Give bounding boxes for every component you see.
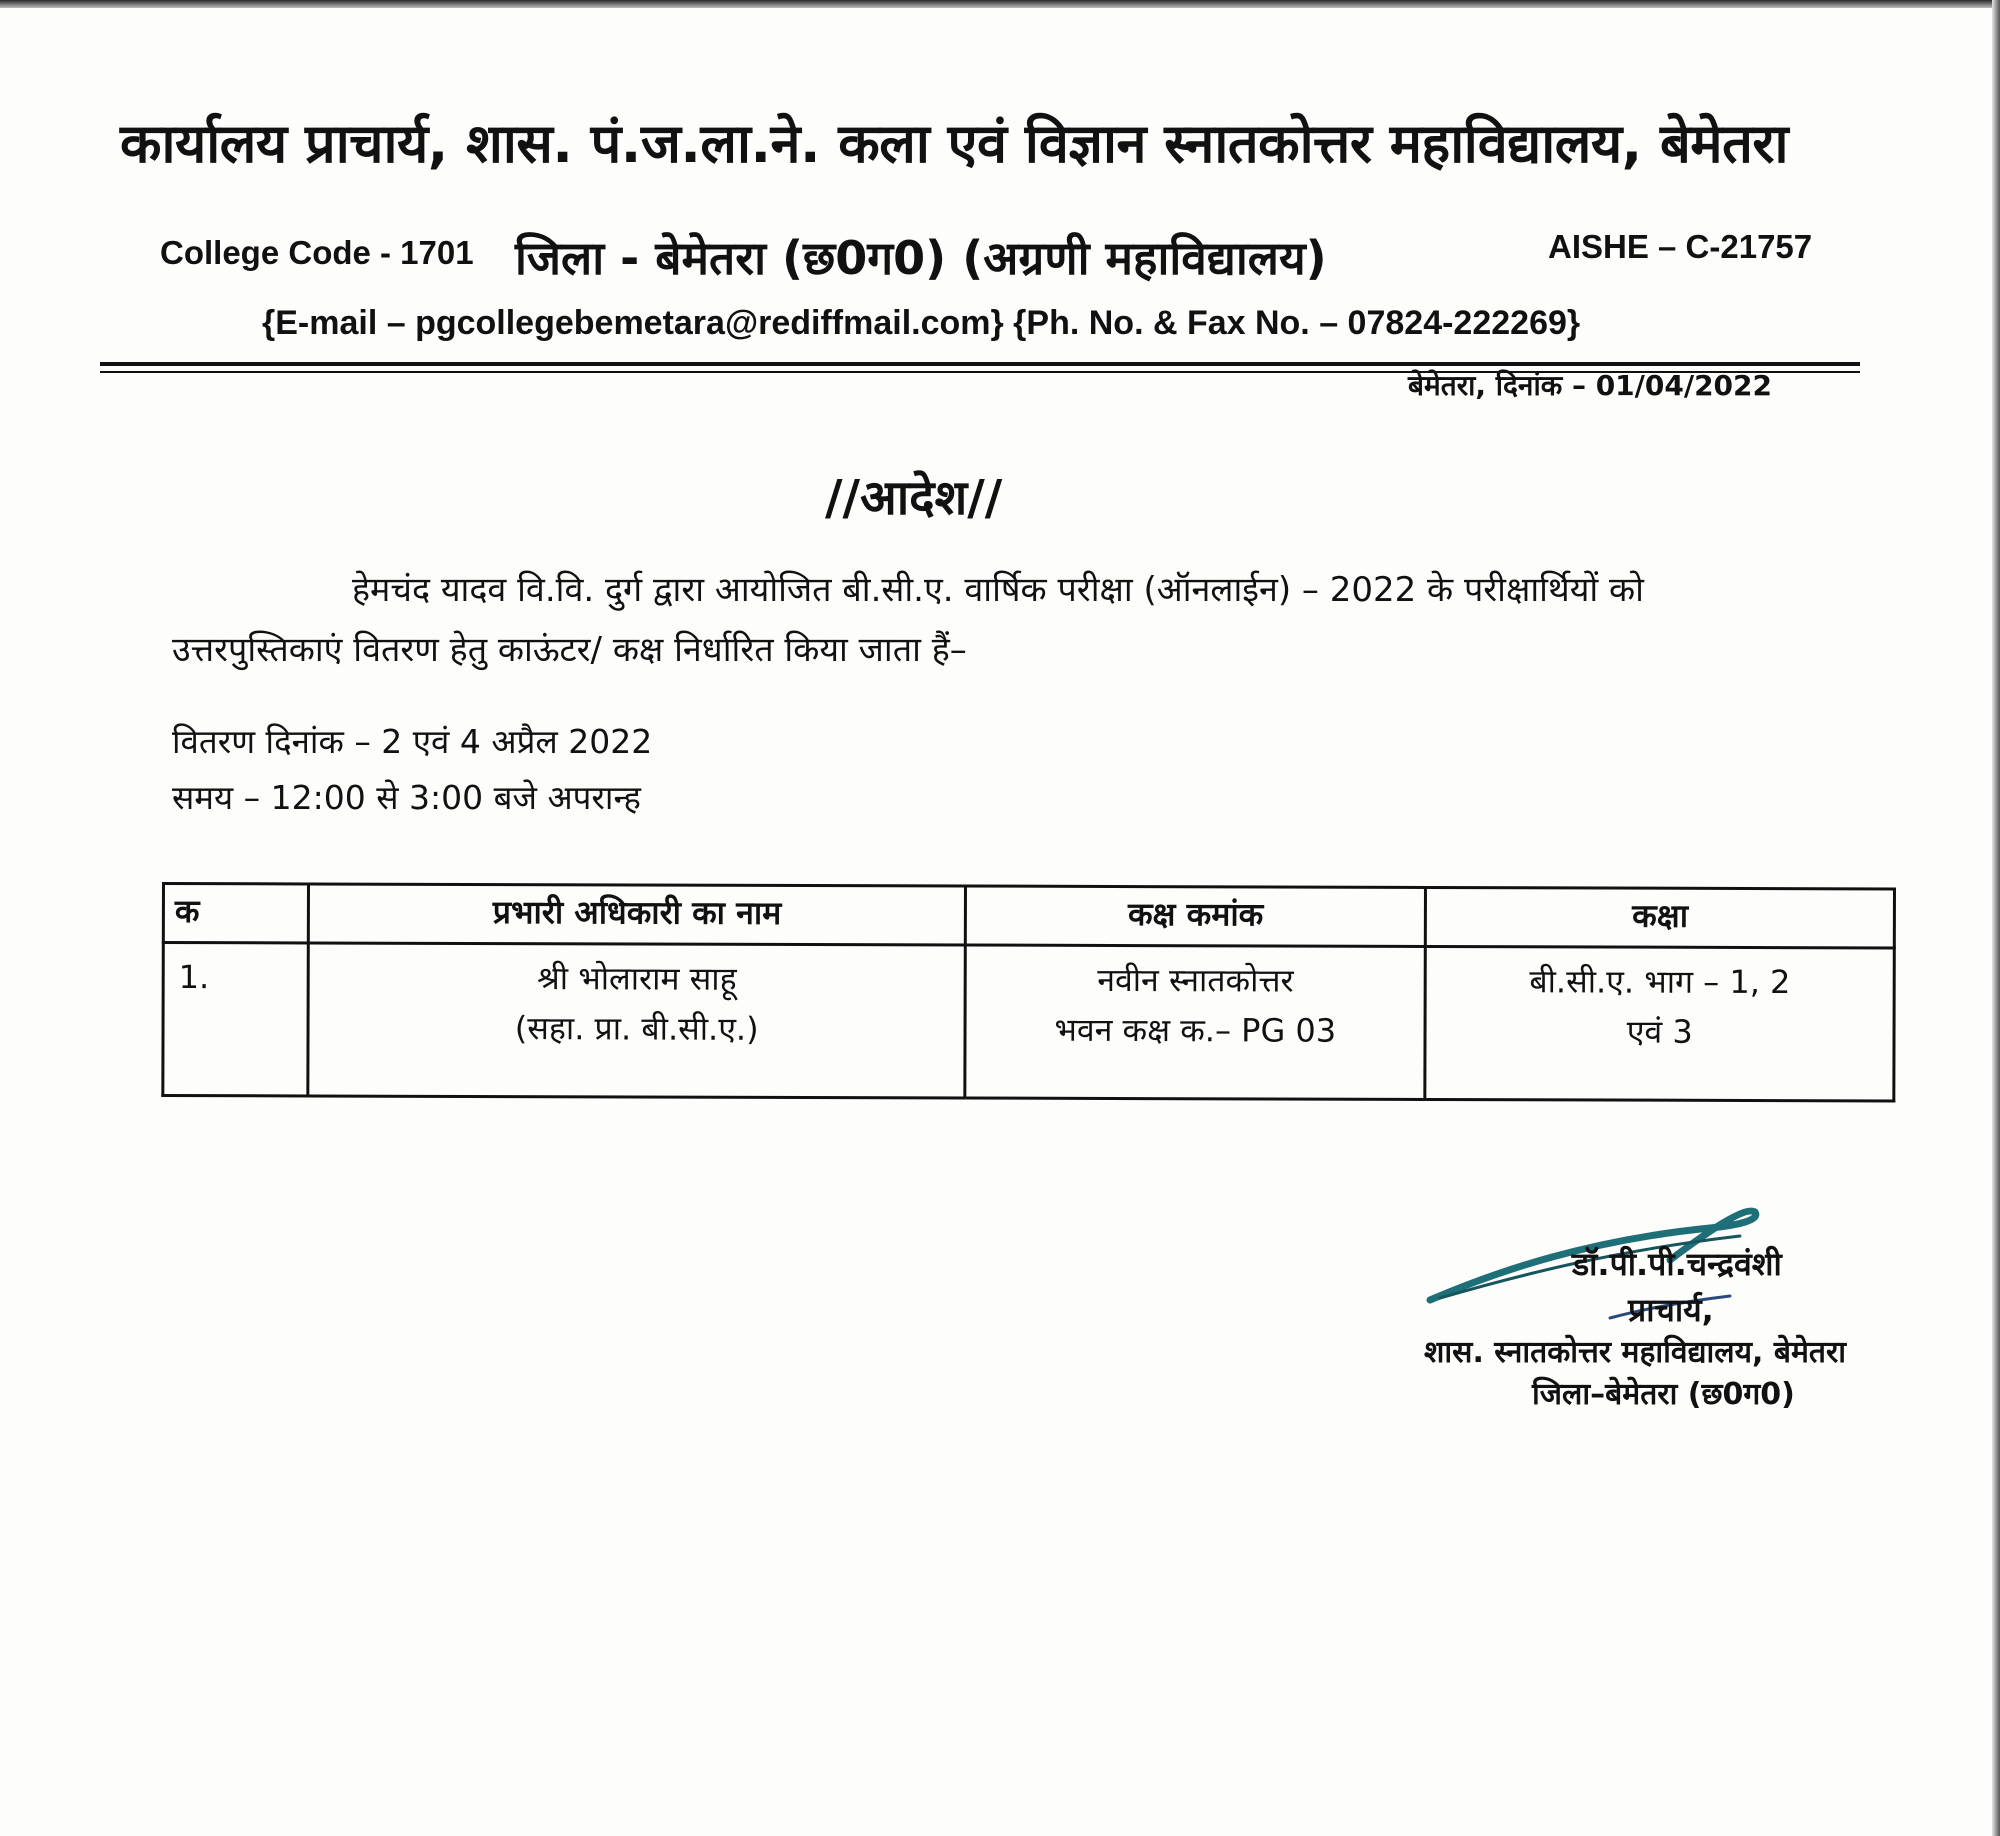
- contact-line: {E-mail – pgcollegebemetara@rediffmail.com} {Ph. No. & Fax No. – 07824-222269}: [262, 304, 1581, 342]
- signatory-name: डॉ.पी.पी.चन्द्रवंशी: [1572, 1245, 1782, 1283]
- scan-right-edge: [1992, 0, 2000, 1836]
- signatory-college: शास. स्नातकोत्तर महाविद्यालय, बेमेतरा: [1424, 1335, 1847, 1370]
- distribution-date: वितरण दिनांक – 2 एवं 4 अप्रैल 2022: [172, 722, 653, 761]
- aishe-code: AISHE – C-21757: [1548, 228, 1813, 265]
- officer-name: श्री भोलाराम साहू: [537, 959, 737, 998]
- officer-post: (सहा. प्रा. बी.सी.ए.): [514, 1009, 759, 1048]
- cell-serial: 1.: [163, 943, 309, 1096]
- table-header-row: [163, 884, 1894, 948]
- district-line: जिला - बेमेतरा (छ0ग0) (अग्रणी महाविद्यालय): [515, 231, 1327, 285]
- cell-room: [965, 945, 1426, 1099]
- college-code: College Code - 1701: [160, 234, 474, 271]
- header-class: कक्षा: [1426, 887, 1895, 947]
- signatory-post: प्राचार्य,: [1628, 1291, 1714, 1329]
- class-line-2: एवं 3: [1626, 1012, 1693, 1051]
- order-body-text: हेमचंद यादव वि.वि. दुर्ग द्वारा आयोजित बी.सी.ए. वार्षिक परीक्षा (ऑनलाईन) – 2022 के परीक्षार्थियों को उत्तरपुस्तिकाएं वितरण हेतु काऊंटर/ कक्ष निर्धारित किया जाता हैं–: [172, 570, 1644, 670]
- table-row: [163, 943, 1894, 1101]
- class-line-1: बी.सी.ए. भाग – 1, 2: [1529, 962, 1791, 1002]
- room-line-2: भवन कक्ष क.– PG 03: [1054, 1010, 1337, 1050]
- place-date: बेमेतरा, दिनांक – 01/04/2022: [1408, 369, 1773, 402]
- cell-officer: [308, 943, 965, 1098]
- header-serial: क: [163, 884, 309, 943]
- distribution-time: समय – 12:00 से 3:00 बजे अपरान्ह: [172, 778, 641, 817]
- cell-class: [1425, 946, 1894, 1100]
- header-room-number: कक्ष कमांक: [965, 886, 1426, 946]
- signatory-district: जिला–बेमेतरा (छ0ग0): [1532, 1377, 1795, 1412]
- order-paragraph: [172, 560, 1752, 680]
- scan-top-edge: [0, 0, 2000, 8]
- office-title: कार्यालय प्राचार्य, शास. पं.ज.ला.ने. कला एवं विज्ञान स्नातकोत्तर महाविद्यालय, बेमेतरा: [120, 112, 1788, 175]
- order-heading: //आदेश//: [825, 470, 1003, 526]
- header-officer-name: प्रभारी अधिकारी का नाम: [309, 884, 966, 945]
- room-line-1: नवीन स्नातकोत्तर: [1097, 960, 1294, 1000]
- allocation-table: [161, 882, 1896, 1102]
